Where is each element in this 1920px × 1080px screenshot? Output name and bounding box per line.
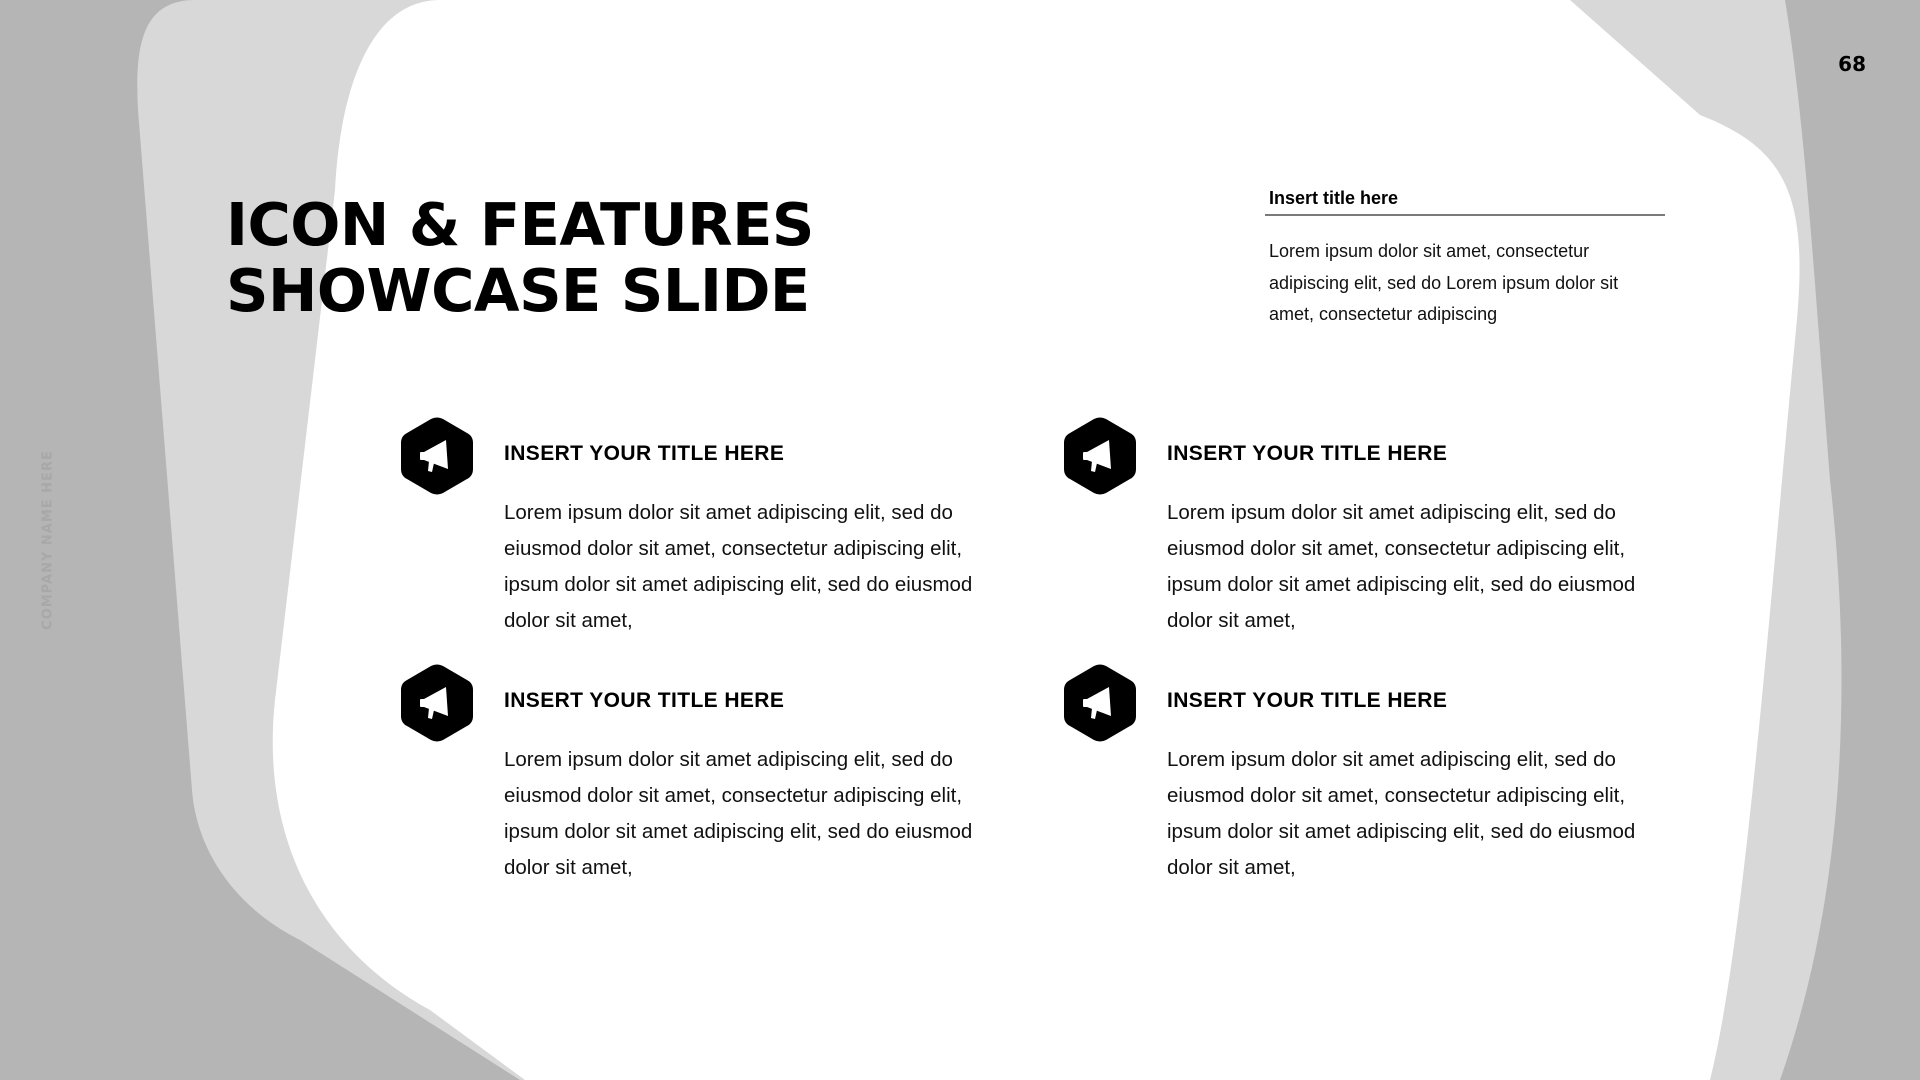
- feature-item-3: [401, 663, 981, 893]
- feature-description: Lorem ipsum dolor sit amet adipiscing elit, sed do eiusmod dolor sit amet, consectetur adipiscing elit, ipsum dolor sit amet adipiscing elit, sed do eiusmod dolor sit amet,: [504, 748, 973, 879]
- feature-description: Lorem ipsum dolor sit amet adipiscing elit, sed do eiusmod dolor sit amet, consectetur adipiscing elit, ipsum dolor sit amet adipiscing elit, sed do eiusmod dolor sit amet,: [504, 501, 973, 632]
- feature-title: INSERT YOUR TITLE HERE: [504, 689, 785, 712]
- slide-title: [226, 192, 814, 324]
- feature-title: INSERT YOUR TITLE HERE: [1167, 689, 1448, 712]
- intro-title: Insert title here: [1269, 188, 1399, 208]
- feature-description: Lorem ipsum dolor sit amet adipiscing elit, sed do eiusmod dolor sit amet, consectetur adipiscing elit, ipsum dolor sit amet adipiscing elit, sed do eiusmod dolor sit amet,: [1167, 501, 1636, 632]
- slide-title-line-2: SHOWCASE SLIDE: [226, 256, 810, 325]
- megaphone-icon: [1064, 416, 1136, 496]
- slide-title-line-1: ICON & FEATURES: [226, 190, 814, 259]
- megaphone-icon: [401, 663, 473, 743]
- feature-item-1: [401, 416, 981, 646]
- page-number: 68: [1838, 52, 1866, 76]
- intro-divider: [1265, 214, 1665, 216]
- megaphone-icon: [1064, 663, 1136, 743]
- intro-block: [1265, 186, 1665, 331]
- feature-item-2: [1064, 416, 1644, 646]
- company-name-label: COMPANY NAME HERE: [40, 450, 56, 630]
- feature-title: INSERT YOUR TITLE HERE: [504, 442, 785, 465]
- feature-title: INSERT YOUR TITLE HERE: [1167, 442, 1448, 465]
- feature-description: Lorem ipsum dolor sit amet adipiscing elit, sed do eiusmod dolor sit amet, consectetur adipiscing elit, ipsum dolor sit amet adipiscing elit, sed do eiusmod dolor sit amet,: [1167, 748, 1636, 879]
- megaphone-icon: [401, 416, 473, 496]
- intro-text: Lorem ipsum dolor sit amet, consectetur adipiscing elit, sed do Lorem ipsum dolor sit amet, consectetur adipiscing: [1269, 241, 1619, 324]
- feature-item-4: [1064, 663, 1644, 893]
